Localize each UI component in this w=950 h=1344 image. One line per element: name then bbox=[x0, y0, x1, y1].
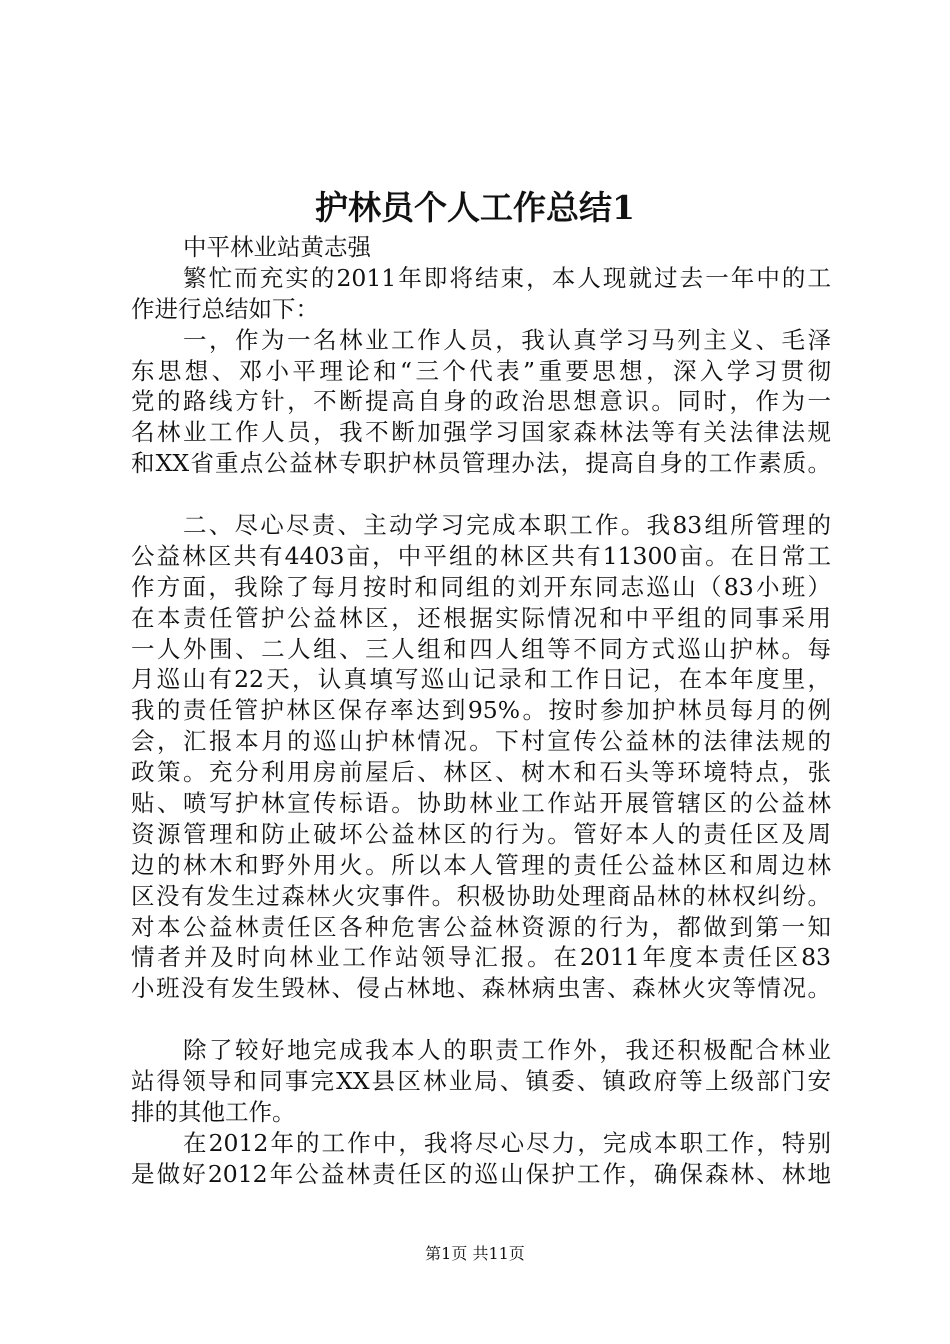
text-line: 边的林木和野外用火。所以本人管理的责任公益林区和周边林 bbox=[131, 850, 831, 879]
text-line: 公益林区共有4403亩，中平组的林区共有11300亩。在日常工 bbox=[131, 541, 831, 570]
text-line: 除了较好地完成我本人的职责工作外，我还积极配合林业 bbox=[183, 1036, 831, 1065]
text-line: 贴、喷写护林宣传标语。协助林业工作站开展管辖区的公益林 bbox=[131, 789, 831, 818]
document-body bbox=[131, 232, 831, 1190]
text-line: 排的其他工作。 bbox=[131, 1097, 296, 1126]
text-line: 月巡山有22天，认真填写巡山记录和工作日记，在本年度里， bbox=[131, 665, 831, 694]
text-line: 和XX省重点公益林专职护林员管理办法，提高自身的工作素质。 bbox=[131, 449, 831, 478]
text-line: 名林业工作人员，我不断加强学习国家森林法等有关法律法规 bbox=[131, 418, 831, 447]
text-line: 在2012年的工作中，我将尽心尽力，完成本职工作，特别 bbox=[183, 1128, 831, 1157]
text-line: 繁忙而充实的2011年即将结束，本人现就过去一年中的工 bbox=[183, 263, 831, 292]
author-line: 中平林业站黄志强 bbox=[183, 233, 371, 261]
text-line: 站得领导和同事完XX县区林业局、镇委、镇政府等上级部门安 bbox=[131, 1067, 831, 1096]
paragraph-gap bbox=[131, 1004, 831, 1035]
text-line: 一，作为一名林业工作人员，我认真学习马列主义、毛泽 bbox=[183, 325, 831, 354]
text-line: 党的路线方针，不断提高自身的政治思想意识。同时，作为一 bbox=[131, 387, 831, 416]
text-line: 作进行总结如下： bbox=[131, 294, 319, 323]
document-title: 护林员个人工作总结1 bbox=[315, 188, 635, 227]
text-line: 小班没有发生毁林、侵占林地、森林病虫害、森林火灾等情况。 bbox=[131, 974, 831, 1003]
text-line: 政策。充分利用房前屋后、林区、树木和石头等环境特点，张 bbox=[131, 758, 831, 787]
text-line: 区没有发生过森林火灾事件。积极协助处理商品林的林权纠纷。 bbox=[131, 881, 831, 910]
page-number-footer: 第1页 共11页 bbox=[425, 1244, 525, 1263]
text-line: 作方面，我除了每月按时和同组的刘开东同志巡山（83小班） bbox=[131, 572, 831, 601]
text-line: 二、尽心尽责、主动学习完成本职工作。我83组所管理的 bbox=[183, 511, 831, 540]
text-line: 对本公益林责任区各种危害公益林资源的行为，都做到第一知 bbox=[131, 912, 831, 941]
paragraph-gap bbox=[131, 479, 831, 510]
text-line: 是做好2012年公益林责任区的巡山保护工作，确保森林、林地 bbox=[131, 1159, 831, 1188]
text-line: 资源管理和防止破坏公益林区的行为。管好本人的责任区及周 bbox=[131, 819, 831, 848]
text-line: 一人外围、二人组、三人组和四人组等不同方式巡山护林。每 bbox=[131, 634, 831, 663]
text-line: 在本责任管护公益林区，还根据实际情况和中平组的同事采用 bbox=[131, 603, 831, 632]
text-line: 会，汇报本月的巡山护林情况。下村宣传公益林的法律法规的 bbox=[131, 727, 831, 756]
text-line: 东思想、邓小平理论和“三个代表”重要思想，深入学习贯彻 bbox=[131, 356, 831, 385]
text-line: 情者并及时向林业工作站领导汇报。在2011年度本责任区83 bbox=[131, 943, 831, 972]
text-line: 我的责任管护林区保存率达到95%。按时参加护林员每月的例 bbox=[131, 696, 831, 725]
